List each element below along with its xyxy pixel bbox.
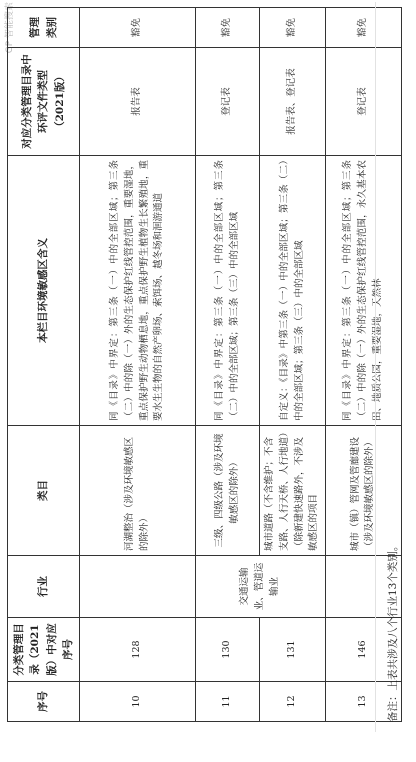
header-management-class: 管理类别 bbox=[8, 8, 80, 48]
table-row bbox=[196, 8, 260, 722]
cell-seq: 10 bbox=[80, 682, 196, 722]
cell-sensitive-area-meaning: 同《目录》中界定：第三条（一）中的全部区域；第三条（二）中的除（一）外的生态保护红线管控范围，永久基本农田、地质公园，重要湿地，天然林 bbox=[325, 156, 401, 426]
header-category: 类目 bbox=[8, 426, 80, 556]
header-sensitive-area-meaning: 本栏目环境敏感区含义 bbox=[8, 156, 80, 426]
cell-catalog-code: 128 bbox=[80, 618, 196, 682]
cell-eia-doc-type: 报告表 bbox=[80, 48, 196, 156]
cell-seq: 13 bbox=[325, 682, 401, 722]
cell-sensitive-area-meaning: 同《目录》中界定：第三条（一）中的全部区域；第三条（二）中的除（一）外的生态保护红线管控范围，重要湿地，重点保护野生动物栖息地，重点保护野生植物生长繁殖地，重要水生生物的自然产卵场、索饵场、越冬场和洄游通道 bbox=[80, 156, 196, 426]
cell-seq: 12 bbox=[260, 682, 326, 722]
cell-eia-doc-type: 登记表 bbox=[325, 48, 401, 156]
cell-industry-empty bbox=[80, 556, 196, 618]
header-catalog-code: 分类管理目录（2021版）中对应序号 bbox=[8, 618, 80, 682]
header-seq: 序号 bbox=[8, 682, 80, 722]
cell-catalog-code: 146 bbox=[325, 618, 401, 682]
cell-category: 城市（镇）管网及管廊建设（涉及环境敏感区的除外） bbox=[325, 426, 401, 556]
header-eia-doc-type: 对应分类管理目录中环评文件类型（2021版） bbox=[8, 48, 80, 156]
cell-management-class: 豁免 bbox=[325, 8, 401, 48]
cell-management-class: 豁免 bbox=[196, 8, 260, 48]
cell-category: 城市道路（不含维护；不含支路、人行天桥、人行地道）（除新建快速路外，不涉及敏感区的项目 bbox=[260, 426, 326, 556]
header-industry: 行业 bbox=[8, 556, 80, 618]
table-row bbox=[80, 8, 196, 722]
cell-sensitive-area-meaning: 同《目录》中界定：第三条（一）中的全部区域；第三条（二）中的全部区域；第三条（三）中的全部区域 bbox=[196, 156, 260, 426]
table-footnote: 备注：上表共涉及八个行业13个类别。 bbox=[387, 540, 399, 722]
page-edge-divider bbox=[375, 2, 376, 732]
cell-category: 河湖整治（涉及环境敏感区的除外） bbox=[80, 426, 196, 556]
watermark-text: GP 智能搜索 bbox=[5, 2, 15, 54]
cell-eia-doc-type: 登记表 bbox=[196, 48, 260, 156]
cell-catalog-code: 131 bbox=[260, 618, 326, 682]
cell-seq: 11 bbox=[196, 682, 260, 722]
table-header-row bbox=[8, 8, 80, 722]
exemption-table bbox=[7, 7, 402, 722]
cell-industry-merged: 交通运输业、管道运输业 bbox=[196, 556, 326, 618]
cell-sensitive-area-meaning: 自定义：《目录》中第三条（一）中的全部区域；第三条（二）中的全部区域；第三条（三）中的全部区域 bbox=[260, 156, 326, 426]
cell-eia-doc-type: 报告表、登记表 bbox=[260, 48, 326, 156]
cell-management-class: 豁免 bbox=[260, 8, 326, 48]
cell-catalog-code: 130 bbox=[196, 618, 260, 682]
cell-category: 三级、四级公路（涉及环境敏感区的除外） bbox=[196, 426, 260, 556]
cell-management-class: 豁免 bbox=[80, 8, 196, 48]
